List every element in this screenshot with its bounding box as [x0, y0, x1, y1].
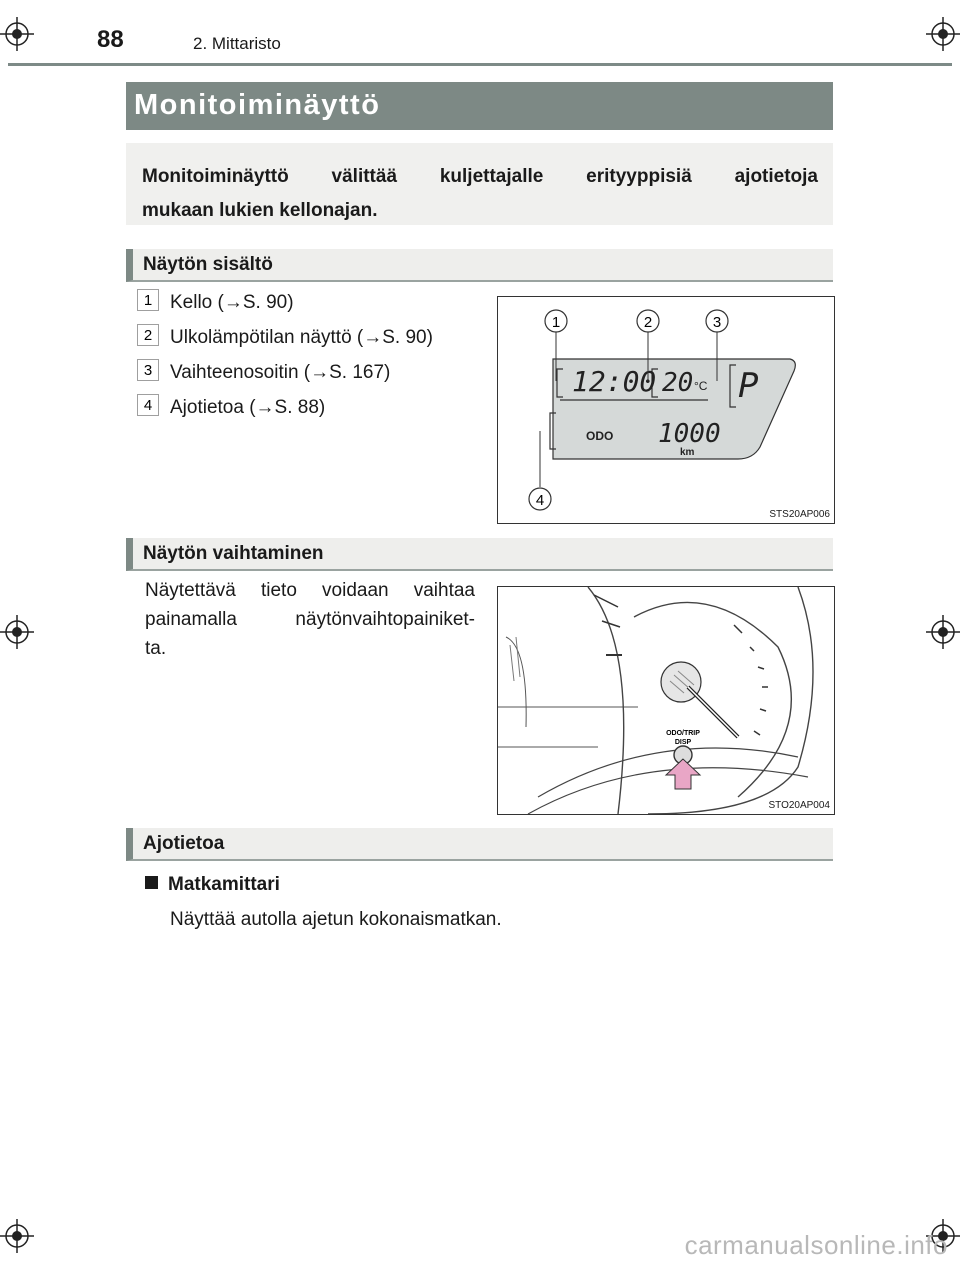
cluster-illustration — [497, 586, 835, 815]
chapter-title: 2. Mittaristo — [193, 34, 281, 53]
svg-text:3: 3 — [143, 362, 153, 379]
gear-readout: P — [738, 366, 759, 406]
button-label-odo-trip: ODO/TRIP — [666, 730, 700, 737]
switching-paragraph — [145, 576, 475, 663]
page-number: 88 — [97, 26, 124, 53]
section-heading-trip-information: Ajotietoa — [126, 828, 833, 861]
page-title: Monitoiminäyttö — [126, 82, 833, 130]
header-rule — [8, 63, 952, 66]
callout-number-icon — [137, 289, 159, 311]
paragraph-line: painamalla näytönvaihtopainiket- — [145, 609, 475, 630]
registration-mark-icon — [0, 615, 34, 649]
square-bullet-icon — [145, 876, 158, 889]
section-heading-display-contents: Näytön sisältö — [126, 249, 833, 282]
display-illustration — [497, 296, 835, 524]
callout-number-icon — [137, 359, 159, 381]
registration-mark-icon — [0, 1219, 34, 1253]
odo-label: ODO — [586, 429, 614, 443]
intro-line-1: Monitoiminäyttö välittää kuljettajalle erityyppisiä ajotietoja — [142, 166, 818, 187]
clock-readout: 12:00 — [572, 365, 657, 398]
svg-text:3: 3 — [712, 314, 722, 331]
svg-text:2: 2 — [643, 314, 653, 331]
paragraph-line: Näytettävä tieto voidaan vaihtaa — [145, 580, 475, 601]
callout-number-icon — [137, 324, 159, 346]
odo-unit: km — [680, 447, 695, 458]
figure-code: STO20AP004 — [768, 800, 830, 811]
intro-line-2: mukaan lukien kellonajan. — [142, 200, 378, 221]
temperature-readout: 20 — [662, 368, 694, 398]
odometer-title: Matkamittari — [168, 874, 280, 895]
svg-text:2: 2 — [143, 327, 153, 344]
list-item-text: Kello (→S. 90) — [170, 292, 294, 313]
callout-2 — [637, 310, 659, 332]
odometer-description: Näyttää autolla ajetun kokonaismatkan. — [170, 909, 502, 930]
odometer-heading — [145, 874, 280, 896]
figure-code: STS20AP006 — [769, 509, 830, 520]
instrument-cluster-drawing — [498, 587, 834, 814]
callout-1 — [545, 310, 567, 332]
svg-text:1: 1 — [143, 292, 153, 309]
temperature-unit: °C — [694, 379, 708, 393]
list-item-text: Ajotietoa (→S. 88) — [170, 397, 326, 418]
registration-mark-icon — [926, 615, 960, 649]
registration-mark-icon — [0, 17, 34, 51]
press-arrow-icon — [666, 759, 700, 789]
svg-text:1: 1 — [551, 314, 561, 331]
list-item-text: Ulkolämpötilan näyttö (→S. 90) — [170, 327, 433, 348]
paragraph-line: ta. — [145, 638, 167, 659]
button-label-disp: DISP — [674, 739, 692, 746]
callout-4 — [529, 488, 551, 510]
list-item-text: Vaihteenosoitin (→S. 167) — [170, 362, 391, 383]
section-heading-switching-display: Näytön vaihtaminen — [126, 538, 833, 571]
svg-text:4: 4 — [535, 492, 545, 509]
watermark: carmanualsonline.info — [684, 1230, 948, 1260]
odo-readout: 1000 — [658, 419, 721, 449]
registration-mark-icon — [926, 17, 960, 51]
callout-3 — [706, 310, 728, 332]
svg-text:4: 4 — [143, 397, 153, 414]
callout-number-icon — [137, 394, 159, 416]
multi-info-display-drawing — [498, 297, 834, 523]
intro-box — [126, 143, 833, 225]
